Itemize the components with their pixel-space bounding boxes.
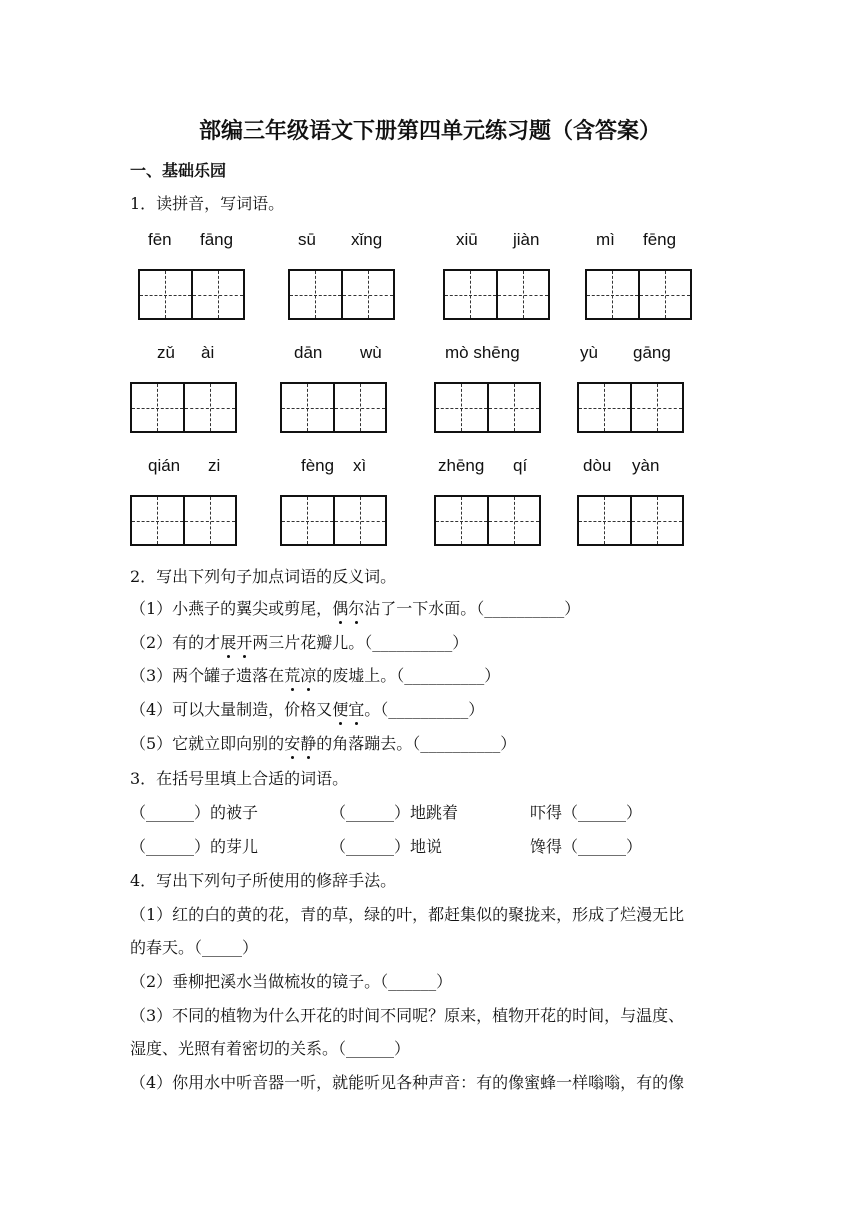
tianzige-answer-box[interactable] [280,495,387,546]
fill-blank-item: （______）地跳着 [330,803,459,822]
dotted-word: 偶尔 [332,599,364,618]
question-1-prompt: 1．读拼音，写词语。 [130,194,285,213]
pinyin-label: ài [201,343,215,362]
question-2-item: （1）小燕子的翼尖或剪尾，偶尔沾了一下水面。（__________） [130,596,580,619]
pinyin-label: wù [360,343,382,362]
pinyin-label: sū [298,230,316,249]
tianzige-answer-box[interactable] [130,495,237,546]
page-title: 部编三年级语文下册第四单元练习题（含答案） [198,118,661,144]
question-4-line: （2）垂柳把溪水当做梳妆的镜子。（______） [130,972,453,991]
dotted-word: 安静 [284,734,316,753]
pinyin-label: qián [148,456,181,475]
pinyin-label: fāng [200,230,234,249]
pinyin-label: fēng [643,230,677,249]
tianzige-answer-box[interactable] [288,269,395,320]
pinyin-label: yù [580,343,598,362]
pinyin-label: xǐng [351,230,383,249]
question-4-line: （3）不同的植物为什么开花的时间不同呢？原来，植物开花的时间，与温度、 [130,1006,685,1025]
pinyin-label: gāng [633,343,671,362]
pinyin-label: fèng [301,456,335,475]
pinyin-label: dòu [583,456,612,475]
tianzige-answer-box[interactable] [443,269,550,320]
tianzige-answer-box[interactable] [577,495,684,546]
tianzige-answer-box[interactable] [585,269,692,320]
question-2-item: （3）两个罐子遗落在荒凉的废墟上。（__________） [130,663,500,686]
tianzige-answer-box[interactable] [138,269,245,320]
question-2-prompt: 2．写出下列句子加点词语的反义词。 [130,567,397,586]
question-2-item: （5）它就立即向别的安静的角落蹦去。（__________） [130,731,516,754]
dotted-word: 展开 [220,633,252,652]
pinyin-label: mò shēng [445,343,520,362]
question-4-line: （1）红的白的黄的花，青的草，绿的叶，都赶集似的聚拢来，形成了烂漫无比 [130,905,685,924]
pinyin-label: fēn [148,230,172,249]
fill-blank-item: （______）的芽儿 [130,837,259,856]
pinyin-label: xì [353,456,367,475]
question-4-line: 湿度、光照有着密切的关系。（______） [130,1039,411,1058]
tianzige-answer-box[interactable] [577,382,684,433]
pinyin-label: jiàn [513,230,540,249]
fill-blank-item: 馋得（______） [530,837,643,856]
pinyin-label: yàn [632,456,660,475]
section-heading: 一、基础乐园 [130,161,227,180]
tianzige-answer-box[interactable] [434,382,541,433]
pinyin-label: zǔ [157,343,175,362]
pinyin-label: zi [208,456,221,475]
question-4-line: 的春天。（_____） [130,938,259,957]
question-2-item: （2）有的才展开两三片花瓣儿。（__________） [130,630,468,653]
tianzige-answer-box[interactable] [280,382,387,433]
dotted-word: 荒凉 [284,666,316,685]
dotted-word: 便宜 [332,700,364,719]
fill-blank-item: 吓得（______） [530,803,643,822]
question-4-prompt: 4．写出下列句子所使用的修辞手法。 [130,871,397,890]
fill-blank-item: （______）的被子 [130,803,259,822]
pinyin-label: dān [294,343,323,362]
pinyin-label: zhēng [438,456,485,475]
pinyin-label: mì [596,230,615,249]
pinyin-label: qí [513,456,528,475]
question-3-prompt: 3．在括号里填上合适的词语。 [130,769,349,788]
tianzige-answer-box[interactable] [130,382,237,433]
question-2-item: （4）可以大量制造，价格又便宜。（__________） [130,697,484,720]
fill-blank-item: （______）地说 [330,837,443,856]
tianzige-answer-box[interactable] [434,495,541,546]
question-4-line: （4）你用水中听音器一听，就能听见各种声音：有的像蜜蜂一样嗡嗡，有的像 [130,1073,685,1092]
pinyin-label: xiū [456,230,478,249]
